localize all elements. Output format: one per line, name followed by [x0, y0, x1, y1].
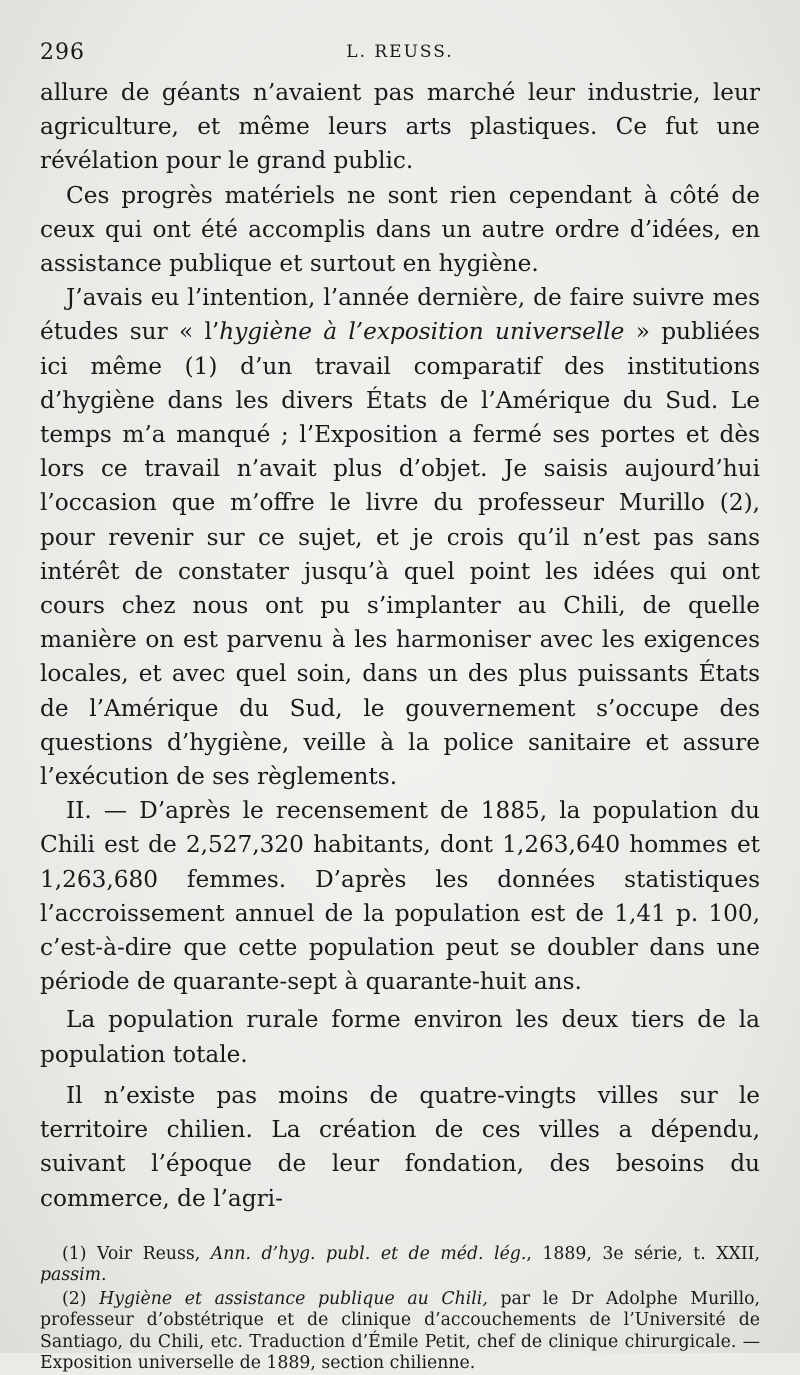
- footnote-2-rest: par le Dr Adolphe Murillo, professeur d’obstétrique et de clinique d’accouchements de l’Université de Santiago, du Chili, etc. Traduction d’Émile Petit, chef de clinique chirurgicale. — Exposition universelle de 1889, section chilienne.: [40, 1288, 760, 1374]
- footnote-2-book-title: Hygiène et assistance publique au Chili,: [99, 1288, 488, 1309]
- page-header: [40, 32, 760, 76]
- footnote-1-start: (1) Voir Reuss,: [62, 1243, 211, 1264]
- body-text: [40, 76, 760, 1216]
- paragraph-1: allure de géants n’avaient pas marché leur industrie, leur agriculture, et même leurs arts plastiques. Ce fut une révélation pour le grand public.: [40, 79, 760, 175]
- page-number: 296: [40, 40, 85, 65]
- paragraph-2: Ces progrès matériels ne sont rien cependant à côté de ceux qui ont été accomplis dans un autre ordre d’idées, en assistance publique et surtout en hygiène.: [40, 181, 760, 278]
- paragraph-3-title: hygiène à l’exposition universelle: [219, 318, 625, 346]
- footnote-1: [40, 1244, 760, 1287]
- paragraph-3: [40, 281, 760, 794]
- footnotes: [40, 1244, 760, 1375]
- paragraph-4: II. — D’après le recensement de 1885, la population du Chili est de 2,527,320 habitants, dont 1,263,640 hommes et 1,263,680 femmes. D’après les données statistiques l’accroissement annuel de la population est de 1,41 p. 100, c’est-à-dire que cette population peut se doubler dans une période de quarante-sept à quarante-huit ans.: [40, 797, 760, 996]
- footnote-1-middle: , 1889, 3e série, t. XXII,: [526, 1243, 760, 1264]
- footnote-1-passim: passim.: [40, 1265, 107, 1286]
- paragraph-3-start: J’avais eu l’intention, l’année dernière, de faire suivre mes études sur « l’: [40, 284, 760, 346]
- footnote-2: [40, 1289, 760, 1375]
- paragraph-3-rest: » publiées ici même (1) d’un travail comparatif des institutions d’hygiène dans les divers États de l’Amérique du Sud. Le temps m’a manqué ; l’Exposition a fermé ses portes et dès lors ce travail n’avait plus d’objet. Je saisis aujourd’hui l’occasion que m’offre le livre du professeur Murillo (2), pour revenir sur ce sujet, et je crois qu’il n’est pas sans intérêt de constater jusqu’à quel point les idées qui ont cours chez nous ont pu s’implanter au Chili, de quelle manière on est parvenu à les harmoniser avec les exigences locales, et avec quel soin, dans un des plus puissants États de l’Amérique du Sud, le gouvernement s’occupe des questions d’hygiène, veille à la police sanitaire et assure l’exécution de ses règlements.: [40, 318, 760, 791]
- footnote-2-start: (2): [62, 1288, 100, 1309]
- footnote-1-journal: Ann. d’hyg. publ. et de méd. lég.: [210, 1243, 527, 1264]
- paragraph-6: Il n’existe pas moins de quatre-vingts villes sur le territoire chilien. La création de ces villes a dépendu, suivant l’époque de leur fondation, des besoins du commerce, de l’agri-: [40, 1081, 760, 1212]
- running-head: L. REUSS.: [346, 42, 454, 62]
- paragraph-5: La population rurale forme environ les deux tiers de la population totale.: [40, 1006, 760, 1068]
